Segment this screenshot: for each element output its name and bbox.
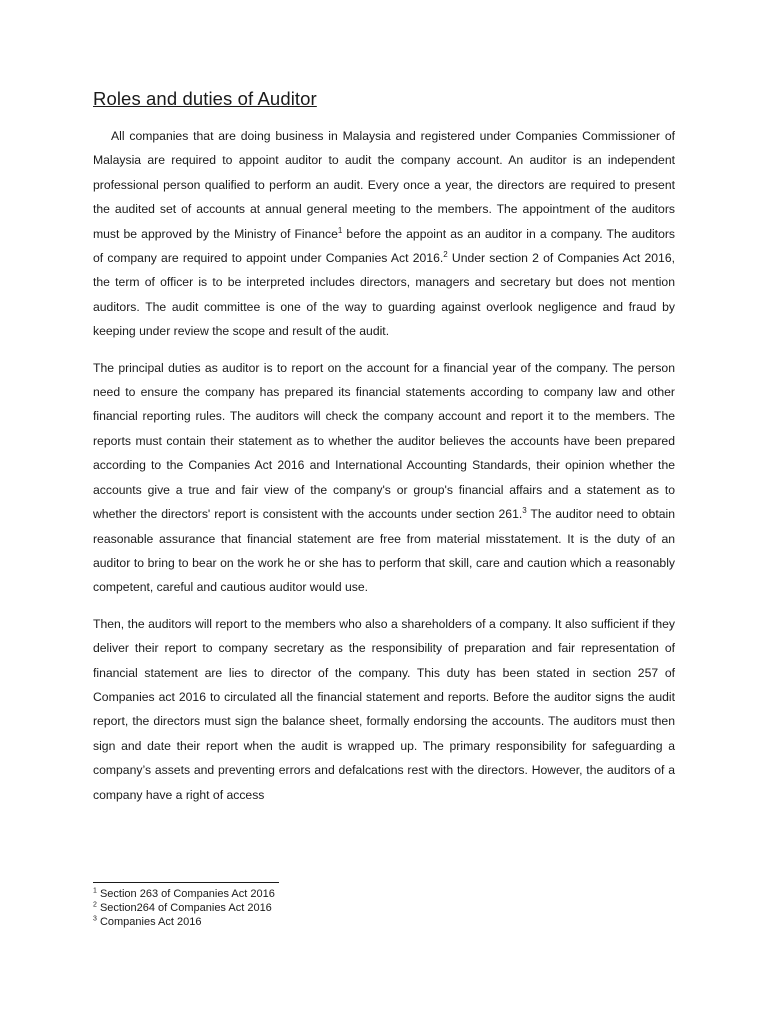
paragraph-2 (93, 356, 675, 600)
paragraph-1-text-c: Under section 2 of Companies Act 2016, the term of officer is to be interpreted includes directors, managers and secretary but does not mention auditors. The audit committee is one of the way to guarding against overlook negligence and fraud by keeping under review the scope and result of the audit. (93, 251, 675, 339)
footnote-ref-2: 2 (443, 249, 448, 259)
page-title: Roles and duties of Auditor (93, 88, 317, 109)
footnote-3 (93, 915, 493, 929)
paragraph-2-text-a: The principal duties as auditor is to report on the account for a financial year of the company. The person need to ensure the company has prepared its financial statements according to company law and other financial reporting rules. The auditors will check the company account and report it to the members. The reports must contain their statement as to whether the auditor believes the accounts have been prepared according to the Companies Act 2016 and International Accounting Standards, their opinion whether the accounts give a true and fair view of the company's or group's financial affairs and a statement as to whether the directors' report is consistent with the accounts under section 261. (93, 360, 675, 522)
footnotes (93, 882, 493, 929)
footnote-2-text: Section264 of Companies Act 2016 (96, 902, 272, 914)
paragraph-1 (93, 124, 675, 344)
footnote-mark-1: 1 (93, 887, 97, 895)
paragraph-3: Then, the auditors will report to the members who also a shareholders of a company. It also sufficient if they deliver their report to company secretary as the responsibility of preparation and fair representation of financial statement are lies to director of the company. This duty has been stated in section 257 of Companies act 2016 to circulated all the financial statement and reports. Before the auditor signs the audit report, the directors must sign the balance sheet, formally endorsing the accounts. The auditors must then sign and date their report when the audit is wrapped up. The primary responsibility for safeguarding a company’s assets and preventing errors and defalcations rest with the directors. However, the auditors of a company have a right of access (93, 616, 675, 802)
footnote-mark-2: 2 (93, 901, 97, 909)
paragraph-1-text-b: before the appoint as an auditor in a company. The auditors of company are required to appoint under Companies Act 2016. (93, 226, 675, 266)
document-page (93, 88, 675, 819)
paragraph-2-text-b: The auditor need to obtain reasonable assurance that financial statement are free from material misstatement. It is the duty of an auditor to bring to bear on the work he or she has to perform that skill, care and caution which a reasonably competent, careful and cautious auditor would use. (93, 507, 675, 595)
footnote-ref-3: 3 (522, 506, 527, 516)
footnote-separator (93, 882, 279, 883)
footnote-1-text: Section 263 of Companies Act 2016 (96, 888, 275, 900)
footnote-1 (93, 887, 493, 901)
paragraph-1-text-a: All companies that are doing business in Malaysia and registered under Companies Commissioner of Malaysia are required to appoint auditor to audit the company account. An auditor is an independent professional person qualified to perform an audit. Every once a year, the directors are required to present the audited set of accounts at annual general meeting to the members. The appointment of the auditors must be approved by the Ministry of Finance (93, 129, 675, 241)
footnote-mark-3: 3 (93, 915, 97, 923)
footnote-2 (93, 901, 493, 915)
footnote-3-text: Companies Act 2016 (96, 916, 202, 928)
footnote-ref-1: 1 (337, 225, 343, 235)
